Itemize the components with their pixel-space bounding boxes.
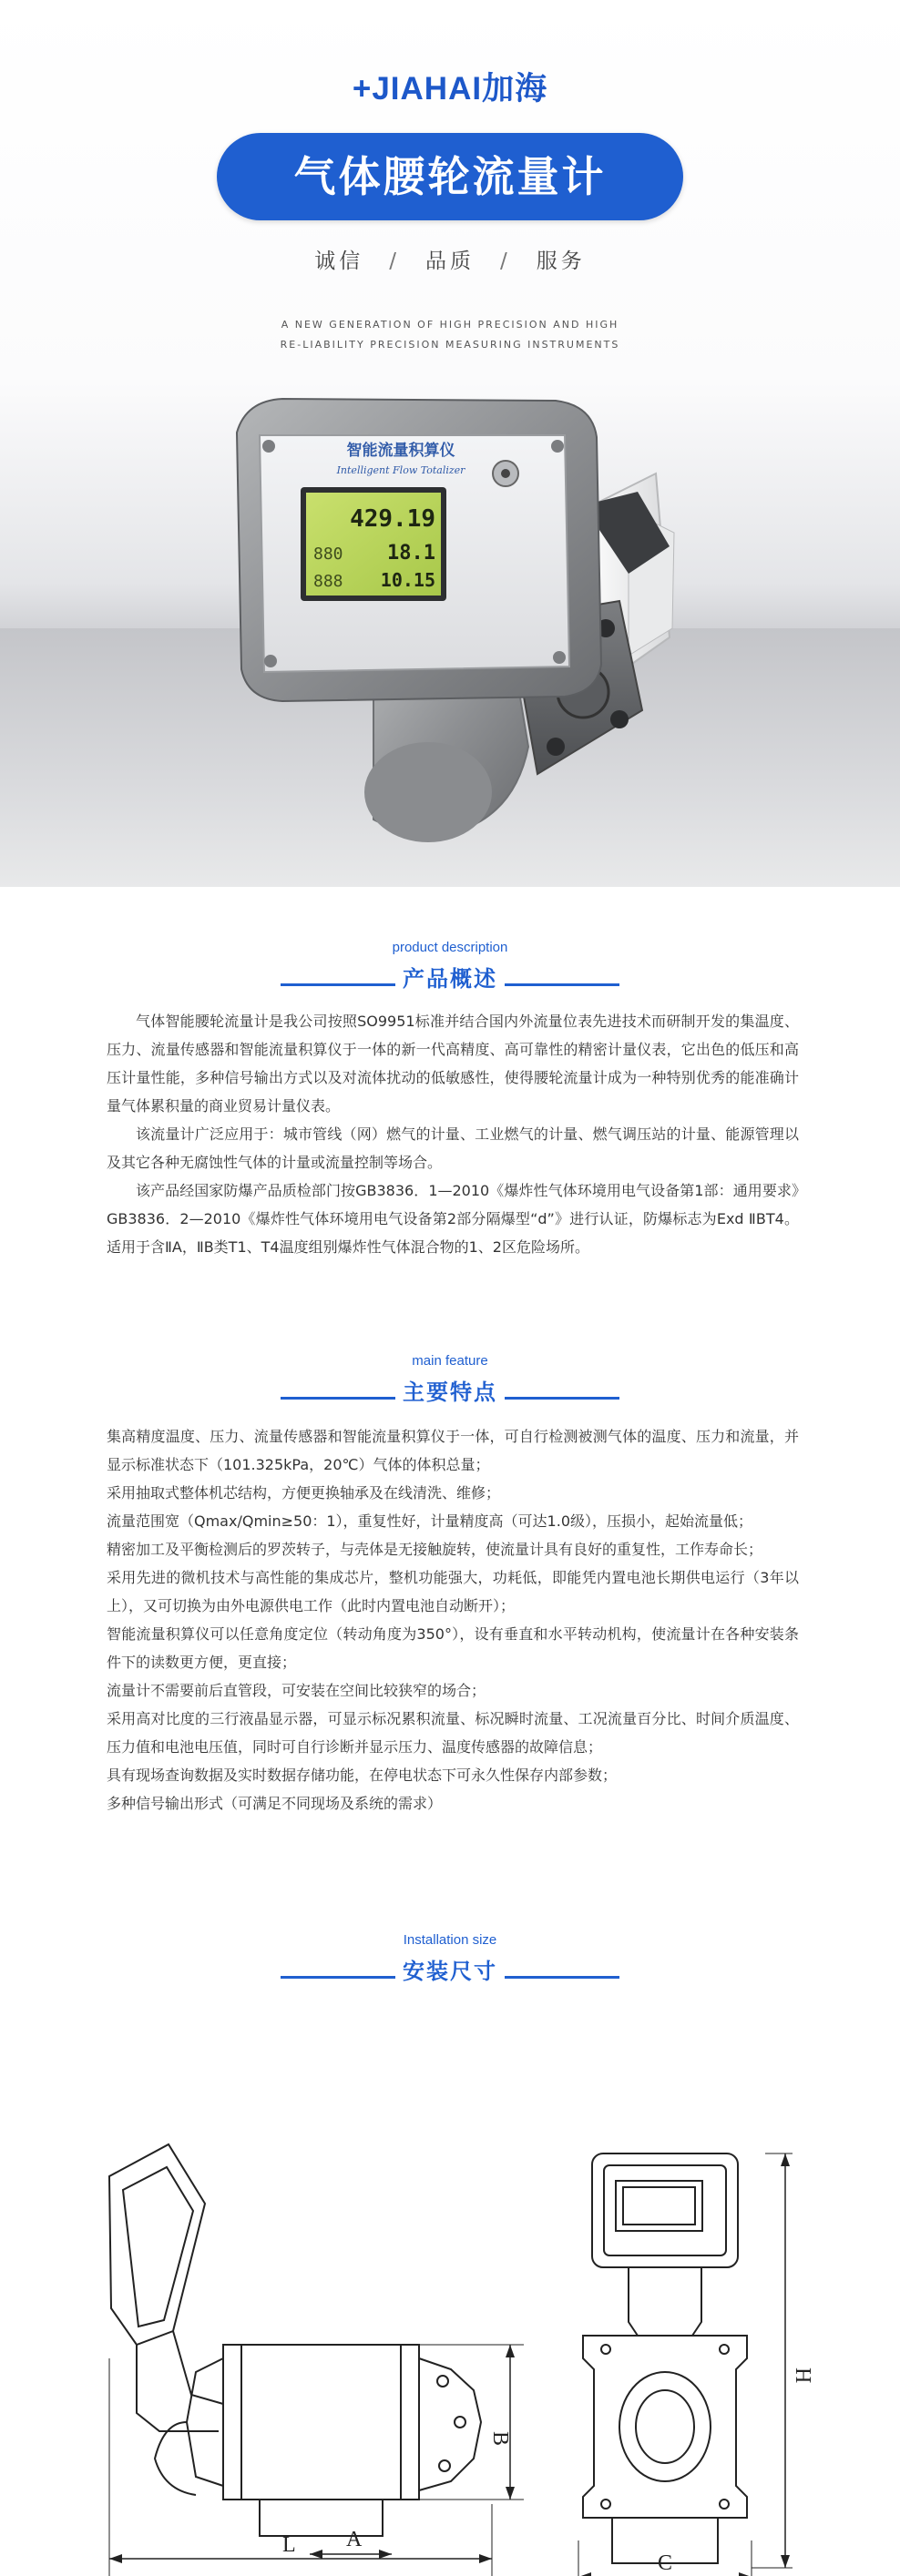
features-title-cn: 主要特点 xyxy=(403,1380,497,1405)
overview-text xyxy=(107,1007,799,1261)
overview-paragraph: 该流量计广泛应用于：城市管线（网）燃气的计量、工业燃气的计量、燃气调压站的计量、能源管理以及其它各种无腐蚀性气体的计量或流量控制等场合。 xyxy=(107,1125,799,1171)
brand-mark-icon: + xyxy=(352,71,373,107)
slogan-separator: / xyxy=(500,249,511,273)
feature-item: 集高精度温度、压力、流量传感器和智能流量积算仪于一体，可自行检测被测气体的温度、压力和流量，并显示标准状态下（101.325kPa，20℃）气体的体积总量； xyxy=(107,1428,799,1473)
overview-title-cn: 产品概述 xyxy=(403,966,497,992)
installation-dimension-drawing xyxy=(0,2031,900,2576)
panel-title-cn: 智能流量积算仪 xyxy=(346,442,455,460)
installation-title-en: Installation size xyxy=(403,1932,497,1948)
slogan-separator: / xyxy=(389,249,400,273)
header-divider xyxy=(505,1976,619,1979)
tagline: A NEW GENERATION OF HIGH PRECISION AND HIGH RE-LIABILITY PRECISION MEASURING INSTRUMENTS xyxy=(280,319,620,351)
slogan-item: 诚信 xyxy=(314,249,364,273)
lcd-line-1: 429.19 xyxy=(350,505,435,533)
dim-label-a: A xyxy=(346,2528,363,2551)
header-divider xyxy=(281,1397,395,1400)
overview-paragraph: 气体智能腰轮流量计是我公司按照SO9951标准并结合国内外流量位表先进技术而研制开发的集温度、压力、流量传感器和智能流量积算仪于一体的新一代高精度、高可靠性的精密计量仪表，它出色的低压和高压计量性能，多种信号输出方式以及对流体扰动的低敏感性，使得腰轮流量计成为一种特别优秀的能准确计量气体累积量的商业贸易计量仪表。 xyxy=(107,1013,799,1115)
dim-label-h: H xyxy=(791,2367,814,2384)
feature-item: 智能流量积算仪可以任意角度定位（转动角度为350°），设有垂直和水平转动机构，使流量计在各种安装条件下的读数更方便，更直接； xyxy=(107,1625,799,1671)
flowmeter-product-image xyxy=(0,0,900,887)
feature-item: 采用先进的微机技术与高性能的集成芯片，整机功能强大，功耗低，即能凭内置电池长期供电运行（3年以上），又可切换为由外电源供电工作（此时内置电池自动断开）； xyxy=(107,1569,799,1614)
lcd-line-2: 18.1 xyxy=(387,542,435,565)
dim-label-l: L xyxy=(282,2533,296,2557)
overview-header xyxy=(0,940,900,993)
panel-title-en: Intelligent Flow Totalizer xyxy=(336,464,465,476)
installation-title-cn: 安装尺寸 xyxy=(403,1959,497,1984)
features-title-en: main feature xyxy=(412,1353,488,1369)
slogan-item: 品质 xyxy=(425,249,475,273)
hero-banner xyxy=(0,0,900,887)
dim-label-b: B xyxy=(488,2431,512,2447)
feature-item: 采用抽取式整体机芯结构，方便更换轴承及在线清洗、维修； xyxy=(107,1484,501,1502)
slogan-item: 服务 xyxy=(536,249,586,273)
lcd-line-3: 10.15 xyxy=(380,569,435,591)
feature-item: 精密加工及平衡检测后的罗茨转子，与壳体是无接触旋转，使流量计具有良好的重复性，工作寿命长； xyxy=(107,1541,763,1558)
lcd-left-1: 880 xyxy=(313,545,343,564)
header-divider xyxy=(281,983,395,986)
feature-item: 采用高对比度的三行液晶显示器，可显示标况累积流量、标况瞬时流量、工况流量百分比、时间介质温度、压力值和电池电压值，同时可自行诊断并显示压力、温度传感器的故障信息； xyxy=(107,1710,799,1756)
feature-item: 流量计不需要前后直管段，可安装在空间比较狭窄的场合； xyxy=(107,1682,486,1699)
dim-label-c: C xyxy=(658,2551,673,2575)
features-list xyxy=(107,1422,799,1817)
overview-title-en: product description xyxy=(392,940,508,955)
product-title: 气体腰轮流量计 xyxy=(217,133,683,220)
header-divider xyxy=(505,1397,619,1400)
features-header xyxy=(0,1353,900,1406)
header-divider xyxy=(505,983,619,986)
lcd-left-2: 888 xyxy=(313,572,343,591)
installation-header xyxy=(0,1932,900,1985)
brand-logo: +JIAHAI加海 xyxy=(352,71,548,107)
feature-item: 多种信号输出形式（可满足不同现场及系统的需求） xyxy=(107,1795,443,1812)
header-divider xyxy=(281,1976,395,1979)
overview-paragraph: 该产品经国家防爆产品质检部门按GB3836．1—2010《爆炸性气体环境用电气设备第1部：通用要求》GB3836．2—2010《爆炸性气体环境用电气设备第2部分隔爆型“d”》进行认证，防爆标志为Exd ⅡBT4。适用于含ⅡA，ⅡB类T1、T4温度组别爆炸性气体混合物的1、2区危险场所。 xyxy=(107,1182,799,1256)
feature-item: 流量范围宽（Qmax/Qmin≥50：1），重复性好，计量精度高（可达1.0级），压损小，起始流量低； xyxy=(107,1512,753,1530)
feature-item: 具有现场查询数据及实时数据存储功能，在停电状态下可永久性保存内部参数； xyxy=(107,1767,618,1784)
